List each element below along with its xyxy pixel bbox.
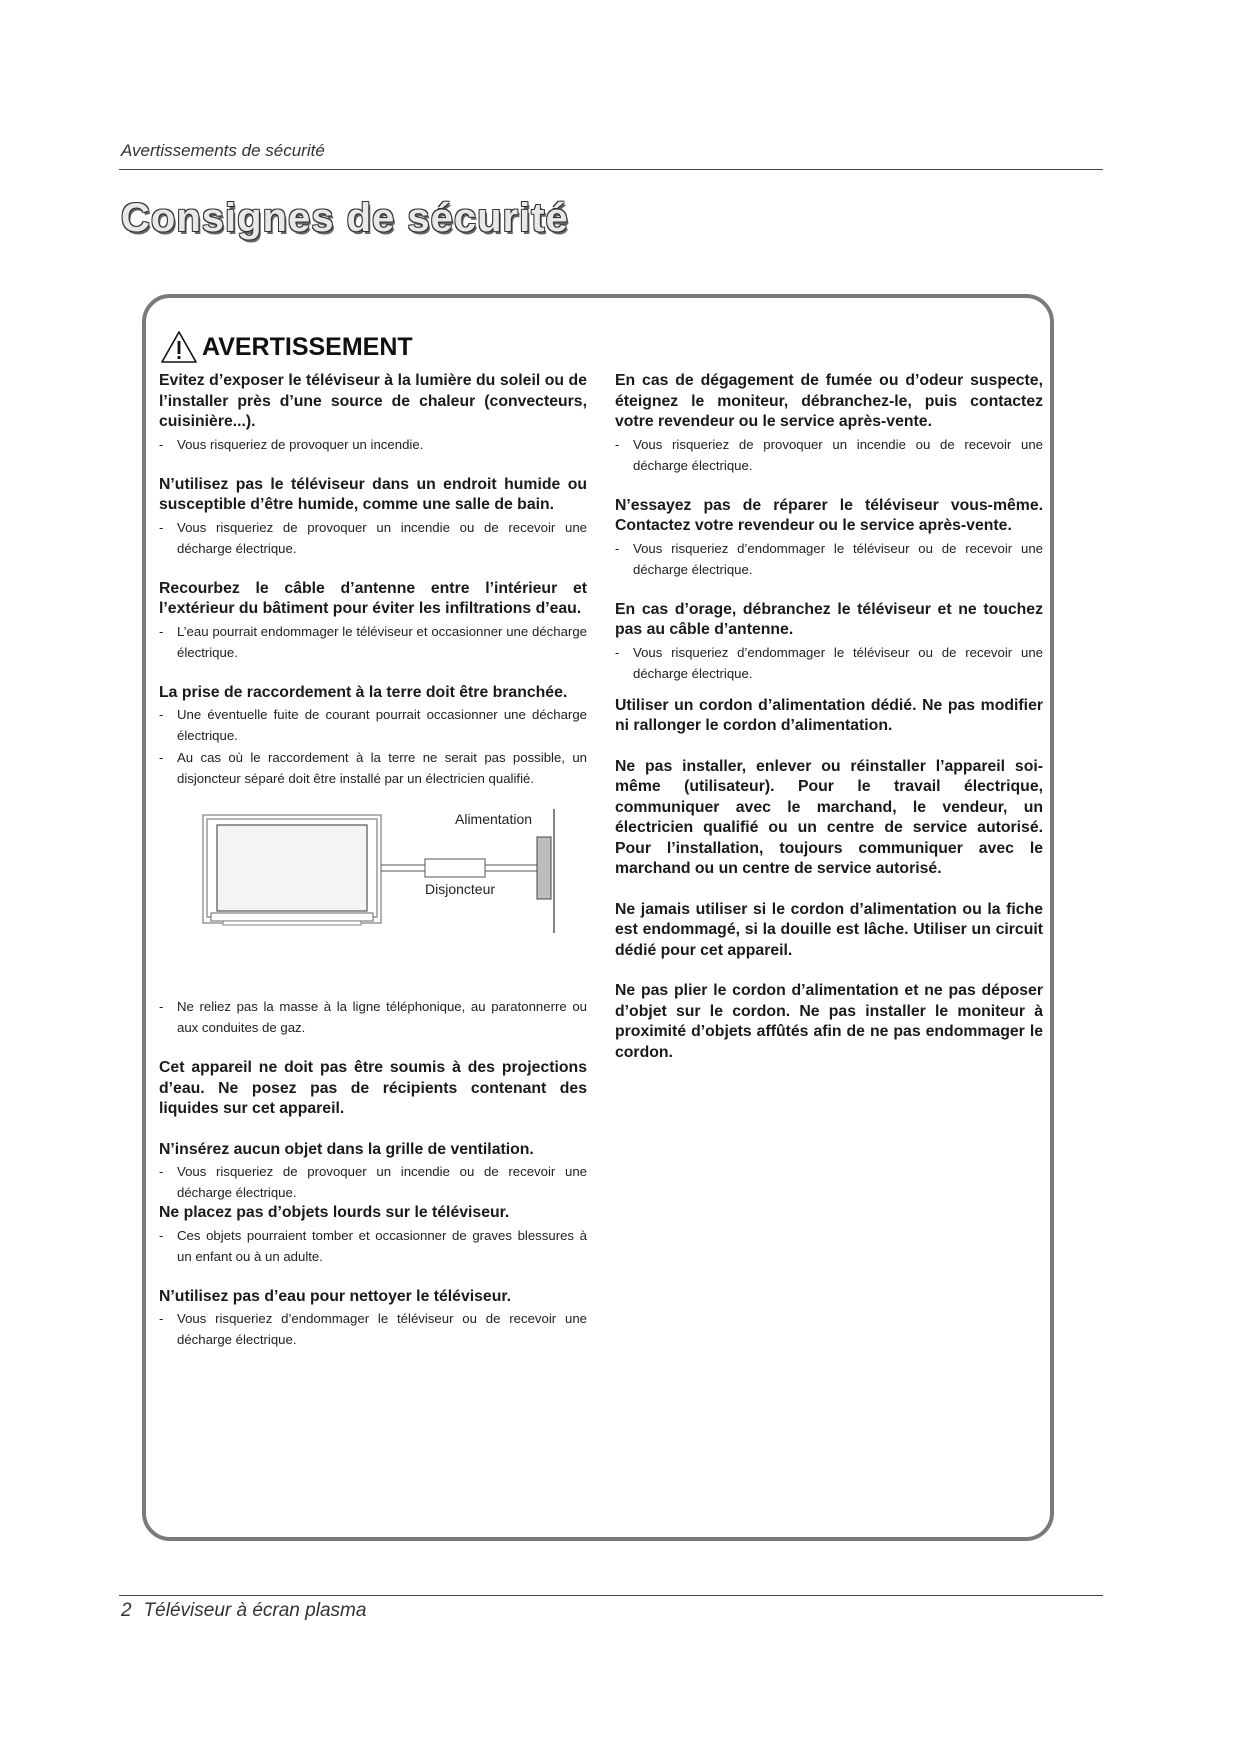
bullet: - Ne reliez pas la masse à la ligne téléphonique, au paratonnerre ou aux conduites de gaz. bbox=[159, 999, 587, 1035]
page-footer bbox=[121, 1600, 366, 1622]
right-column bbox=[615, 371, 1043, 1063]
warning-label: AVERTISSEMENT bbox=[202, 332, 413, 361]
section-title: Evitez d’exposer le téléviseur à la lumière du soleil ou de l’installer près d’une source de chaleur (convecteurs, cuisinière...). bbox=[159, 372, 587, 430]
diagram-label-power: Alimentation bbox=[455, 811, 533, 827]
header-rule bbox=[119, 169, 1103, 170]
section-title: Ne placez pas d’objets lourds sur le téléviseur. bbox=[159, 1204, 510, 1221]
bullet-text: Vous risqueriez d’endommager le téléviseur ou de recevoir une décharge électrique. bbox=[633, 644, 1043, 681]
bullet: - L’eau pourrait endommager le téléviseur et occasionner une décharge électrique. bbox=[159, 623, 587, 660]
bullet-text: Vous risqueriez de provoquer un incendie ou de recevoir une décharge électrique. bbox=[633, 436, 1043, 473]
bullet: - Vous risqueriez de provoquer un incendie. bbox=[159, 436, 424, 452]
bullet: - Vous risqueriez de provoquer un incendie ou de recevoir une décharge électrique. bbox=[159, 519, 587, 556]
footer-product: Téléviseur à écran plasma bbox=[143, 1600, 367, 1621]
bullet: - Une éventuelle fuite de courant pourrait occasionner une décharge électrique. bbox=[159, 707, 587, 743]
grounding-diagram bbox=[159, 809, 587, 959]
bullet: - Vous risqueriez d’endommager le téléviseur ou de recevoir une décharge électrique. bbox=[615, 644, 1043, 681]
bullet-text: Vous risqueriez de provoquer un incendie ou de recevoir une décharge électrique. bbox=[177, 1164, 587, 1200]
section-title: N’utilisez pas d’eau pour nettoyer le téléviseur. bbox=[159, 1287, 512, 1305]
bullet: - Vous risqueriez d’endommager le téléviseur ou de recevoir une décharge électrique. bbox=[615, 540, 1043, 577]
section-title: Utiliser un cordon d’alimentation dédié. Ne pas modifier ni rallonger le cordon d’alimentation. bbox=[615, 696, 1043, 734]
diagram-label-breaker: Disjoncteur bbox=[425, 881, 496, 897]
header-section-title: Avertissements de sécurité bbox=[121, 141, 325, 160]
bullet-text: Vous risqueriez de provoquer un incendie ou de recevoir une décharge électrique. bbox=[177, 519, 587, 556]
section-title: Ne jamais utiliser si le cordon d’alimentation ou la fiche est endommagé, si la douille est lâche. Utiliser un circuit dédié pour cet appareil. bbox=[615, 900, 1043, 959]
bullet: - Vous risqueriez d’endommager le téléviseur ou de recevoir une décharge électrique. bbox=[159, 1311, 587, 1347]
page-number: 2 bbox=[121, 1600, 132, 1621]
bullet-text: Ces objets pourraient tomber et occasionner de graves blessures à un enfant ou à un adulte. bbox=[177, 1227, 587, 1264]
section-title: Ne pas plier le cordon d’alimentation et ne pas déposer d’objet sur le cordon. Ne pas installer le moniteur à proximité d’objets affûtés afin de ne pas endommager le cordon. bbox=[615, 982, 1043, 1061]
warning-triangle-icon bbox=[160, 330, 198, 364]
section-title: N’essayez pas de réparer le téléviseur vous-même. Contactez votre revendeur ou le service après-vente. bbox=[615, 496, 1043, 534]
left-column bbox=[159, 371, 587, 1350]
bullet: - Au cas où le raccordement à la terre ne serait pas possible, un disjoncteur séparé doit être installé par un électricien qualifié. bbox=[159, 750, 587, 786]
bullet: - Ces objets pourraient tomber et occasionner de graves blessures à un enfant ou à un adulte. bbox=[159, 1227, 587, 1264]
bullet-text: Vous risqueriez de provoquer un incendie. bbox=[177, 436, 424, 452]
tv-breaker-illustration bbox=[159, 809, 587, 959]
bullet: - Vous risqueriez de provoquer un incendie ou de recevoir une décharge électrique. bbox=[615, 436, 1043, 473]
bullet-text: Une éventuelle fuite de courant pourrait occasionner une décharge électrique. bbox=[177, 707, 587, 743]
bullet-text: Vous risqueriez d’endommager le téléviseur ou de recevoir une décharge électrique. bbox=[177, 1311, 587, 1347]
footer-rule bbox=[119, 1595, 1103, 1596]
section-title: N’utilisez pas le téléviseur dans un endroit humide ou susceptible d’être humide, comme une salle de bain. bbox=[159, 475, 587, 513]
section-title: N’insérez aucun objet dans la grille de ventilation. bbox=[159, 1140, 534, 1158]
page-title: Consignes de sécurité bbox=[121, 196, 569, 240]
section-title: Ne pas installer, enlever ou réinstaller l’appareil soi-même (utilisateur). Pour le travail électrique, communiquer avec le marchand, le vendeur, un électricien qualifié ou un centre de service autorisé. Pour l’installation, toujours communiquer avec le marchand ou un centre de service autorisé. bbox=[615, 757, 1043, 877]
section-title: Cet appareil ne doit pas être soumis à des projections d’eau. Ne posez pas de récipients contenant des liquides sur cet appareil. bbox=[159, 1059, 587, 1117]
bullet-text: Ne reliez pas la masse à la ligne téléphonique, au paratonnerre ou aux conduites de gaz. bbox=[177, 999, 587, 1035]
section-title: Recourbez le câble d’antenne entre l’intérieur et l’extérieur du bâtiment pour éviter les infiltrations d’eau. bbox=[159, 579, 587, 617]
bullet-text: Vous risqueriez d’endommager le téléviseur ou de recevoir une décharge électrique. bbox=[633, 540, 1043, 577]
section-title: En cas d’orage, débranchez le téléviseur et ne touchez pas au câble d’antenne. bbox=[615, 600, 1043, 638]
section-title: La prise de raccordement à la terre doit être branchée. bbox=[159, 683, 568, 701]
section-title: En cas de dégagement de fumée ou d’odeur suspecte, éteignez le moniteur, débranchez-le, puis contactez votre revendeur ou le service après-vente. bbox=[615, 372, 1043, 430]
warning-heading bbox=[160, 330, 413, 364]
bullet-text: L’eau pourrait endommager le téléviseur et occasionner une décharge électrique. bbox=[177, 623, 587, 660]
bullet-text: Au cas où le raccordement à la terre ne serait pas possible, un disjoncteur séparé doit être installé par un électricien qualifié. bbox=[177, 750, 587, 786]
bullet: - Vous risqueriez de provoquer un incendie ou de recevoir une décharge électrique. bbox=[159, 1164, 587, 1200]
